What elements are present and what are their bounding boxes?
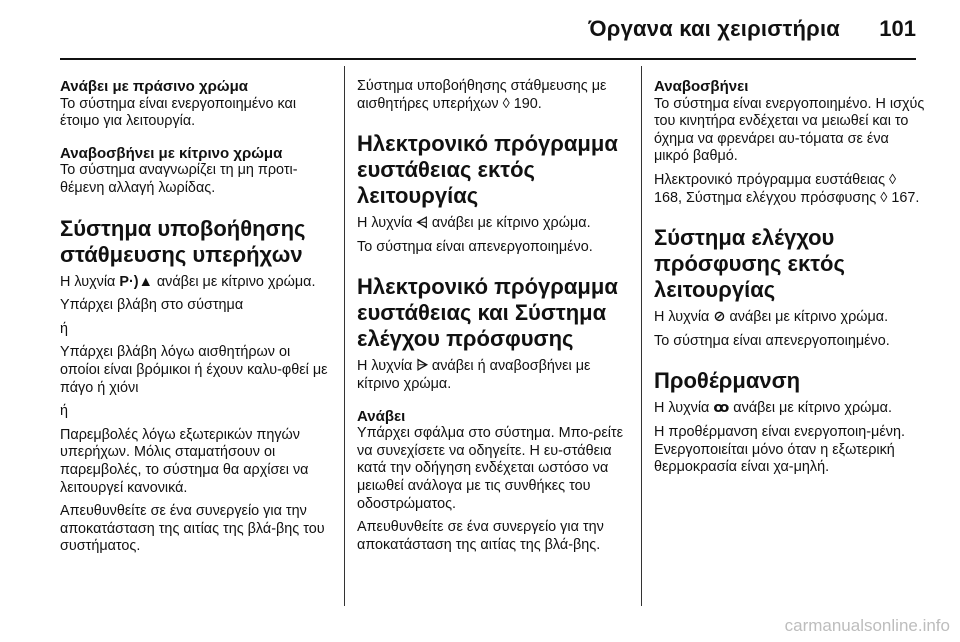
paragraph: Υπάρχει βλάβη λόγω αισθητήρων οι οποίοι είναι βρόμικοι ή έχουν καλυ-φθεί με πάγο ή χιόνι [60, 344, 328, 396]
column-divider-1 [344, 66, 345, 606]
column-2 [357, 78, 633, 554]
paragraph: Το σύστημα είναι απενεργοποιημένο. [654, 332, 890, 349]
column-3 [654, 78, 926, 477]
esp-tc-lamp [357, 358, 633, 393]
paragraph: Σύστημα υποβοήθησης στάθμευσης με αισθητήρες υπερήχων ◊ 190. [357, 78, 607, 112]
text-fragment: Η λυχνία [60, 273, 120, 290]
esp-off-icon: ⩤ [416, 215, 428, 232]
text-fragment: Η λυχνία [654, 400, 714, 417]
column-divider-2 [641, 66, 642, 606]
glow-plug-icon: ꝏ [713, 400, 730, 417]
paragraph: Υπάρχει σφάλμα στο σύστημα. Μπο-ρείτε να συνεχίσετε να οδηγείτε. Η ευ-στάθεια κατά την οδήγηση ενδέχεται ωστόσο να μειωθεί ανάλογα με τις συνθήκες του οδοστρώματος. [357, 425, 624, 512]
heading-flashing: Αναβοσβήνει [654, 78, 749, 95]
park-assist-icon: P·)▲ [119, 273, 153, 290]
header-rule [60, 58, 916, 60]
preheat-lamp [654, 400, 926, 418]
text-flash-yellow: Το σύστημα αναγνωρίζει τη μη προτι-θέμενη αλλαγή λωρίδας. [60, 162, 298, 196]
text-fragment: Η λυχνία [357, 358, 417, 375]
page-number: 101 [879, 16, 916, 41]
heading-preheating: Προθέρμανση [654, 368, 801, 394]
paragraph: Το σύστημα είναι απενεργοποιημένο. [357, 238, 593, 255]
text-fragment: ανάβει με κίτρινο χρώμα. [725, 309, 889, 326]
heading-esp-off: Ηλεκτρονικό πρόγραμμα ευστάθειας εκτός λειτουργίας [357, 131, 618, 209]
paragraph: Η προθέρμανση είναι ενεργοποιη-μένη. Ενεργοποιείται μόνο όταν η εξωτερική θερμοκρασία είναι χα-μηλή. [654, 423, 905, 476]
paragraph: ή [60, 403, 69, 420]
esp-icon: ⩥ [416, 358, 428, 375]
text-fragment: ανάβει με κίτρινο χρώμα. [152, 273, 316, 290]
tc-off-icon: ⊘ [713, 309, 726, 326]
column-1 [60, 78, 332, 556]
paragraph: ή [60, 320, 69, 337]
section-title: Όργανα και χειριστήρια [588, 16, 840, 41]
heading-green: Ανάβει με πράσινο χρώμα [60, 78, 248, 95]
heading-tc-off: Σύστημα ελέγχου πρόσφυσης εκτός λειτουργίας [654, 225, 845, 303]
paragraph: Υπάρχει βλάβη στο σύστημα [60, 297, 244, 314]
paragraph: Ηλεκτρονικό πρόγραμμα ευστάθειας ◊ 168, Σύστημα ελέγχου πρόσφυσης ◊ 167. [654, 171, 920, 206]
page-header [0, 0, 960, 60]
text-fragment: ανάβει με κίτρινο χρώμα. [427, 215, 591, 232]
watermark: carmanualsonline.info [784, 616, 950, 635]
text-fragment: Η λυχνία [357, 215, 417, 232]
heading-flash-yellow: Αναβοσβήνει με κίτρινο χρώμα [60, 144, 283, 162]
paragraph: Το σύστημα είναι ενεργοποιημένο. Η ισχύς του κινητήρα ενδέχεται να μειωθεί και το όχημα να φρενάρει αυ-τόματα σε ένα μικρό βαθμό. [654, 95, 925, 165]
esp-off-lamp [357, 215, 633, 233]
heading-park-assist: Σύστημα υποβοήθησης στάθμευσης υπερήχων [60, 215, 306, 267]
text-fragment: Η λυχνία [654, 309, 714, 326]
paragraph: Απευθυνθείτε σε ένα συνεργείο για την αποκατάσταση της αιτίας της βλά-βης του συστήματος. [60, 503, 325, 555]
text-green: Το σύστημα είναι ενεργοποιημένο και έτοιμο για λειτουργία. [60, 95, 297, 130]
paragraph: Απευθυνθείτε σε ένα συνεργείο για την αποκατάσταση της αιτίας της βλά-βης. [357, 519, 604, 553]
heading-lit: Ανάβει [357, 407, 406, 425]
heading-esp-tc: Ηλεκτρονικό πρόγραμμα ευστάθειας και Σύστημα ελέγχου πρόσφυσης [357, 274, 618, 352]
park-assist-lamp [60, 274, 332, 292]
tc-off-lamp [654, 309, 926, 327]
paragraph: Παρεμβολές λόγω εξωτερικών πηγών υπερήχων. Μόλις σταματήσουν οι παρεμβολές, το σύστημα θα αρχίσει να λειτουργεί κανονικά. [60, 426, 309, 496]
text-fragment: ανάβει ή αναβοσβήνει με κίτρινο χρώμα. [357, 358, 591, 392]
text-fragment: ανάβει με κίτρινο χρώμα. [729, 400, 892, 417]
